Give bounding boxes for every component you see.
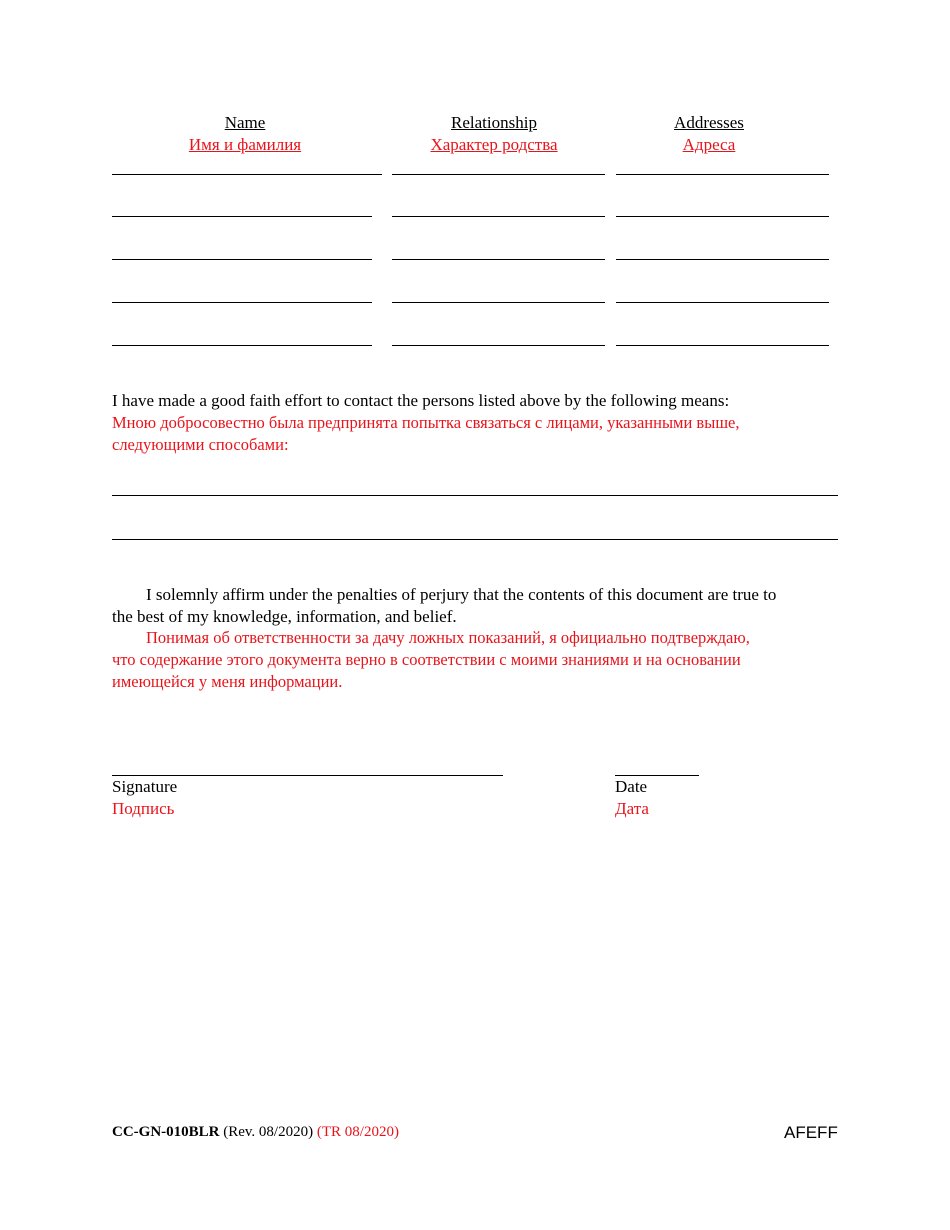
form-translation-revision: (TR 08/2020) bbox=[316, 1124, 399, 1140]
date-label-ru: Дата bbox=[615, 799, 649, 818]
header-relationship-ru: Характер родства bbox=[430, 135, 558, 154]
signature-label-ru: Подпись bbox=[112, 799, 175, 818]
header-addresses: Addresses bbox=[674, 113, 744, 132]
means-line-1[interactable] bbox=[112, 495, 838, 496]
address-line-1[interactable] bbox=[616, 174, 829, 175]
affirmation-ru-line-3: имеющейся у меня информации. bbox=[112, 672, 343, 691]
form-right-code: AFEFF bbox=[784, 1123, 838, 1142]
address-line-3[interactable] bbox=[616, 259, 829, 260]
form-revision: (Rev. 08/2020) bbox=[223, 1124, 314, 1140]
relationship-line-3[interactable] bbox=[392, 259, 605, 260]
address-line-2[interactable] bbox=[616, 216, 829, 217]
form-footer bbox=[112, 1124, 399, 1141]
relationship-line-4[interactable] bbox=[392, 302, 605, 303]
means-statement-ru-2: следующими способами: bbox=[112, 435, 289, 454]
relationship-line-2[interactable] bbox=[392, 216, 605, 217]
address-line-5[interactable] bbox=[616, 345, 829, 346]
affirmation-line-2: the best of my knowledge, information, and belief. bbox=[112, 607, 457, 626]
date-label: Date bbox=[615, 777, 648, 796]
name-line-4[interactable] bbox=[112, 302, 372, 303]
name-line-3[interactable] bbox=[112, 259, 372, 260]
relationship-line-1[interactable] bbox=[392, 174, 605, 175]
means-line-2[interactable] bbox=[112, 539, 838, 540]
header-relationship: Relationship bbox=[451, 113, 537, 132]
name-line-5[interactable] bbox=[112, 345, 372, 346]
form-code: CC-GN-010BLR bbox=[112, 1124, 220, 1140]
means-statement-ru-1: Мною добросовестно была предпринята попытка связаться с лицами, указанными выше, bbox=[112, 413, 740, 432]
header-name-ru: Имя и фамилия bbox=[188, 135, 302, 154]
signature-label: Signature bbox=[112, 777, 178, 796]
header-name: Name bbox=[224, 113, 266, 132]
relationship-line-5[interactable] bbox=[392, 345, 605, 346]
name-line-1[interactable] bbox=[112, 174, 382, 175]
name-line-2[interactable] bbox=[112, 216, 372, 217]
affirmation-ru-line-1: Понимая об ответственности за дачу ложных показаний, я официально подтверждаю, bbox=[146, 628, 750, 647]
affirmation-ru-line-2: что содержание этого документа верно в соответствии с моими знаниями и на основании bbox=[112, 650, 741, 669]
header-addresses-ru: Адреса bbox=[682, 135, 736, 154]
address-line-4[interactable] bbox=[616, 302, 829, 303]
means-statement: I have made a good faith effort to contact the persons listed above by the following means: bbox=[112, 391, 730, 410]
affirmation-line-1: I solemnly affirm under the penalties of perjury that the contents of this document are true to bbox=[146, 585, 777, 604]
